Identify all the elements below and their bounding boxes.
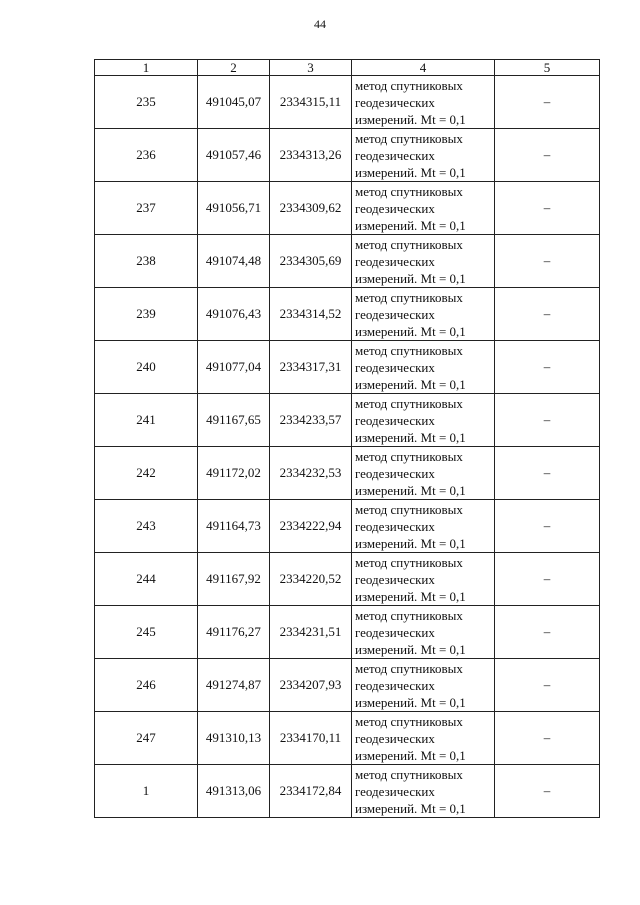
point-number-cell: 247	[95, 712, 198, 765]
table-row	[95, 765, 600, 818]
method-line-1: метод спутниковых	[355, 236, 463, 252]
description-cell: –	[495, 553, 600, 606]
method-line-2: геодезических	[355, 412, 435, 428]
point-number-cell: 238	[95, 235, 198, 288]
column-header-3: 3	[270, 60, 352, 76]
y-coordinate-cell: 2334222,94	[270, 500, 352, 553]
point-number-cell: 242	[95, 447, 198, 500]
table-row	[95, 394, 600, 447]
point-number-cell: 244	[95, 553, 198, 606]
method-cell	[352, 606, 495, 659]
method-line-1: метод спутниковых	[355, 130, 463, 146]
method-cell	[352, 394, 495, 447]
method-line-2: геодезических	[355, 624, 435, 640]
method-line-2: геодезических	[355, 200, 435, 216]
y-coordinate-cell: 2334170,11	[270, 712, 352, 765]
method-line-3: измерений. Mt = 0,1	[355, 747, 466, 763]
point-number-cell: 241	[95, 394, 198, 447]
method-line-2: геодезических	[355, 359, 435, 375]
coordinates-table	[94, 59, 600, 818]
method-cell	[352, 288, 495, 341]
method-cell	[352, 182, 495, 235]
description-cell: –	[495, 606, 600, 659]
method-line-3: измерений. Mt = 0,1	[355, 535, 466, 551]
x-coordinate-cell: 491167,65	[198, 394, 270, 447]
method-line-1: метод спутниковых	[355, 77, 463, 93]
table-row	[95, 288, 600, 341]
method-line-3: измерений. Mt = 0,1	[355, 429, 466, 445]
y-coordinate-cell: 2334305,69	[270, 235, 352, 288]
method-line-1: метод спутниковых	[355, 183, 463, 199]
method-line-1: метод спутниковых	[355, 713, 463, 729]
page-number: 44	[314, 17, 326, 31]
method-line-3: измерений. Mt = 0,1	[355, 641, 466, 657]
method-line-3: измерений. Mt = 0,1	[355, 482, 466, 498]
method-cell	[352, 712, 495, 765]
table-row	[95, 606, 600, 659]
description-cell: –	[495, 341, 600, 394]
table-row	[95, 500, 600, 553]
table-row	[95, 182, 600, 235]
y-coordinate-cell: 2334315,11	[270, 76, 352, 129]
table-row	[95, 659, 600, 712]
x-coordinate-cell: 491164,73	[198, 500, 270, 553]
method-line-1: метод спутниковых	[355, 766, 463, 782]
y-coordinate-cell: 2334220,52	[270, 553, 352, 606]
description-cell: –	[495, 447, 600, 500]
table-row	[95, 76, 600, 129]
column-header-2: 2	[198, 60, 270, 76]
method-line-3: измерений. Mt = 0,1	[355, 588, 466, 604]
point-number-cell: 1	[95, 765, 198, 818]
table-row	[95, 553, 600, 606]
x-coordinate-cell: 491313,06	[198, 765, 270, 818]
method-line-2: геодезических	[355, 147, 435, 163]
method-line-2: геодезических	[355, 306, 435, 322]
y-coordinate-cell: 2334317,31	[270, 341, 352, 394]
y-coordinate-cell: 2334314,52	[270, 288, 352, 341]
method-line-2: геодезических	[355, 783, 435, 799]
method-cell	[352, 553, 495, 606]
method-line-3: измерений. Mt = 0,1	[355, 111, 466, 127]
description-cell: –	[495, 394, 600, 447]
point-number-cell: 236	[95, 129, 198, 182]
y-coordinate-cell: 2334232,53	[270, 447, 352, 500]
description-cell: –	[495, 712, 600, 765]
point-number-cell: 243	[95, 500, 198, 553]
method-line-2: геодезических	[355, 571, 435, 587]
method-line-1: метод спутниковых	[355, 448, 463, 464]
method-line-3: измерений. Mt = 0,1	[355, 323, 466, 339]
x-coordinate-cell: 491176,27	[198, 606, 270, 659]
table-header	[95, 60, 600, 76]
description-cell: –	[495, 659, 600, 712]
method-line-2: геодезических	[355, 518, 435, 534]
description-cell: –	[495, 765, 600, 818]
column-header-4: 4	[352, 60, 495, 76]
x-coordinate-cell: 491077,04	[198, 341, 270, 394]
point-number-cell: 235	[95, 76, 198, 129]
method-line-3: измерений. Mt = 0,1	[355, 694, 466, 710]
method-cell	[352, 447, 495, 500]
description-cell: –	[495, 288, 600, 341]
method-line-2: геодезических	[355, 730, 435, 746]
table-row	[95, 341, 600, 394]
table-row	[95, 447, 600, 500]
method-cell	[352, 659, 495, 712]
method-line-1: метод спутниковых	[355, 342, 463, 358]
method-line-2: геодезических	[355, 465, 435, 481]
method-cell	[352, 129, 495, 182]
method-line-1: метод спутниковых	[355, 289, 463, 305]
y-coordinate-cell: 2334233,57	[270, 394, 352, 447]
point-number-cell: 240	[95, 341, 198, 394]
method-line-3: измерений. Mt = 0,1	[355, 376, 466, 392]
x-coordinate-cell: 491056,71	[198, 182, 270, 235]
description-cell: –	[495, 235, 600, 288]
x-coordinate-cell: 491057,46	[198, 129, 270, 182]
point-number-cell: 246	[95, 659, 198, 712]
method-line-1: метод спутниковых	[355, 395, 463, 411]
y-coordinate-cell: 2334172,84	[270, 765, 352, 818]
method-line-3: измерений. Mt = 0,1	[355, 800, 466, 816]
header-row	[95, 60, 600, 76]
method-line-2: геодезических	[355, 253, 435, 269]
method-cell	[352, 500, 495, 553]
y-coordinate-cell: 2334207,93	[270, 659, 352, 712]
table-body	[95, 76, 600, 818]
description-cell: –	[495, 182, 600, 235]
method-line-3: измерений. Mt = 0,1	[355, 164, 466, 180]
table-row	[95, 129, 600, 182]
y-coordinate-cell: 2334231,51	[270, 606, 352, 659]
column-header-5: 5	[495, 60, 600, 76]
x-coordinate-cell: 491074,48	[198, 235, 270, 288]
x-coordinate-cell: 491310,13	[198, 712, 270, 765]
x-coordinate-cell: 491274,87	[198, 659, 270, 712]
description-cell: –	[495, 129, 600, 182]
table-row	[95, 712, 600, 765]
method-line-1: метод спутниковых	[355, 660, 463, 676]
point-number-cell: 237	[95, 182, 198, 235]
x-coordinate-cell: 491172,02	[198, 447, 270, 500]
description-cell: –	[495, 76, 600, 129]
x-coordinate-cell: 491167,92	[198, 553, 270, 606]
method-line-3: измерений. Mt = 0,1	[355, 217, 466, 233]
y-coordinate-cell: 2334313,26	[270, 129, 352, 182]
method-cell	[352, 235, 495, 288]
table-row	[95, 235, 600, 288]
method-cell	[352, 341, 495, 394]
method-cell	[352, 76, 495, 129]
method-line-2: геодезических	[355, 94, 435, 110]
column-header-1: 1	[95, 60, 198, 76]
method-line-1: метод спутниковых	[355, 607, 463, 623]
y-coordinate-cell: 2334309,62	[270, 182, 352, 235]
x-coordinate-cell: 491045,07	[198, 76, 270, 129]
point-number-cell: 239	[95, 288, 198, 341]
method-line-3: измерений. Mt = 0,1	[355, 270, 466, 286]
x-coordinate-cell: 491076,43	[198, 288, 270, 341]
point-number-cell: 245	[95, 606, 198, 659]
description-cell: –	[495, 500, 600, 553]
method-line-1: метод спутниковых	[355, 501, 463, 517]
method-cell	[352, 765, 495, 818]
method-line-2: геодезических	[355, 677, 435, 693]
method-line-1: метод спутниковых	[355, 554, 463, 570]
